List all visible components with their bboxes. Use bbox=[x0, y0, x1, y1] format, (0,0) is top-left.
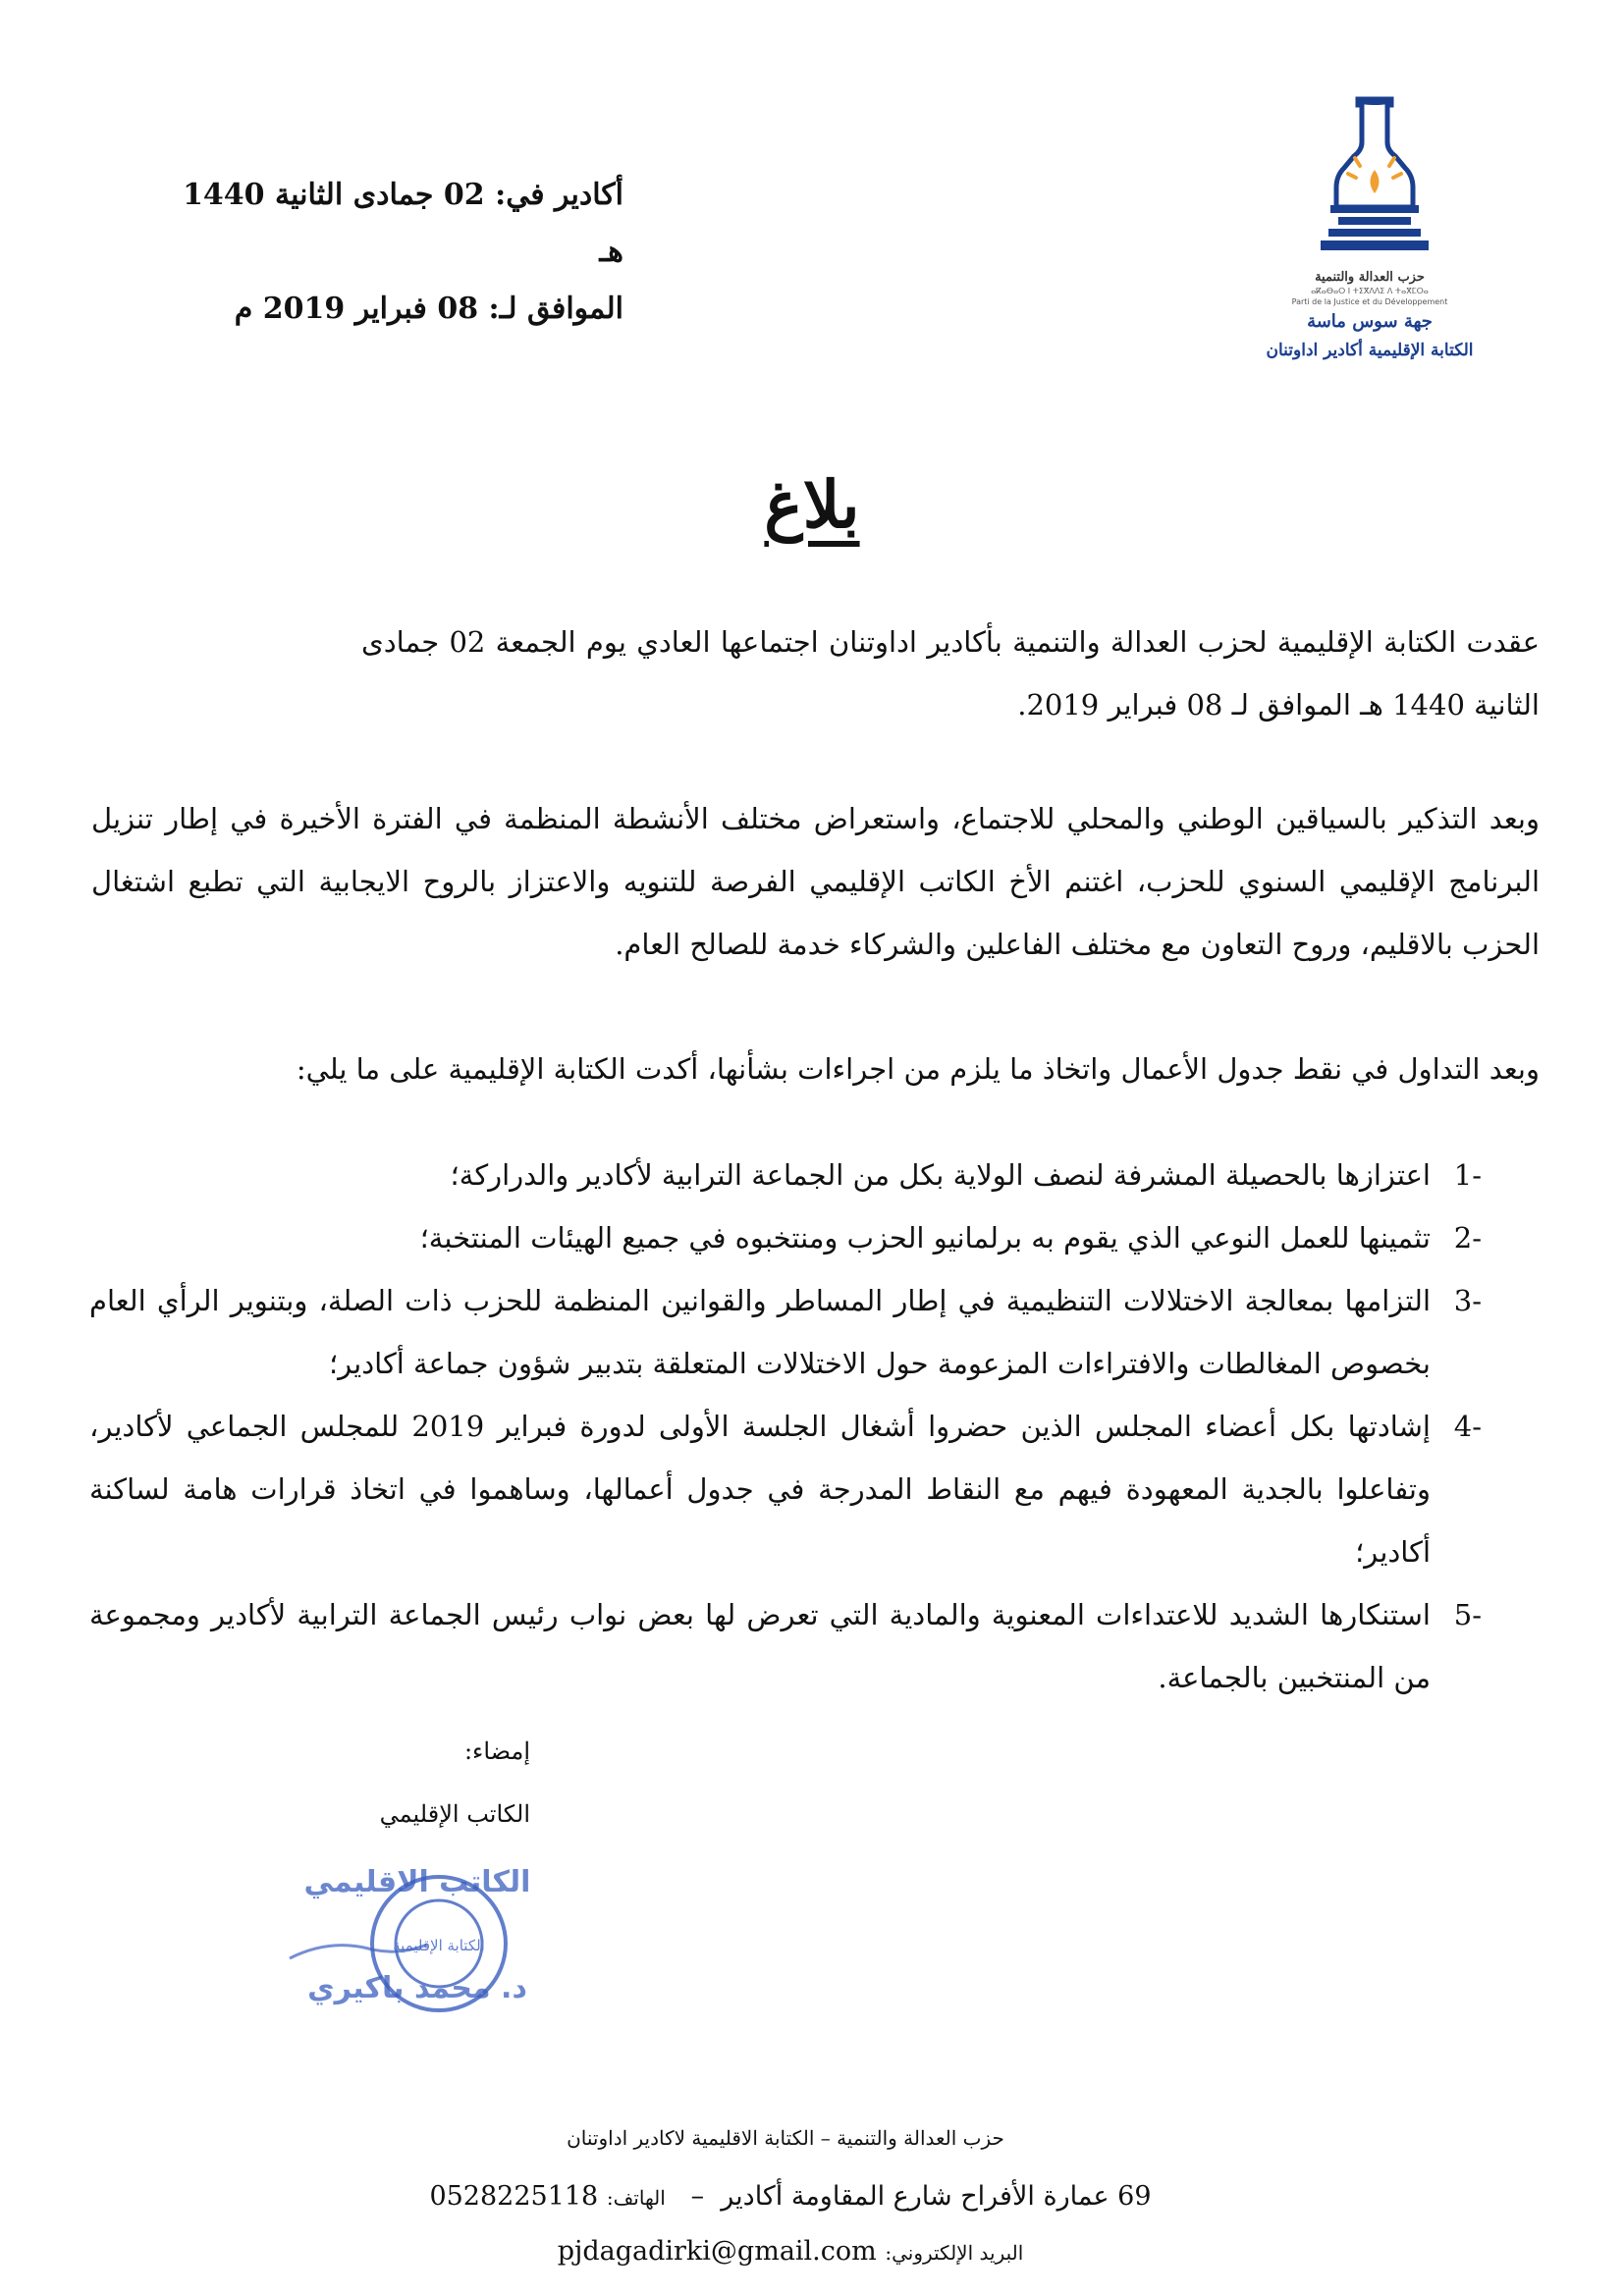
date-gregorian: الموافق لـ: 08 فبراير 2019 م bbox=[234, 292, 623, 326]
date-block bbox=[172, 167, 623, 338]
date-hijri: أكادير في: 02 جمادى الثانية 1440 هـ bbox=[183, 178, 623, 269]
footer-organization: حزب العدالة والتنمية – الكتابة الاقليمية لاكادير اداوتنان bbox=[567, 2126, 1004, 2150]
list-item bbox=[89, 1583, 1482, 1709]
seal-text: الكتابة الإقليمية bbox=[393, 1937, 485, 1954]
lamp-logo-icon bbox=[1311, 93, 1438, 265]
list-item-number: -1 bbox=[1453, 1158, 1482, 1192]
logo-party-name: حزب العدالة والتنمية bbox=[1315, 270, 1425, 285]
footer-email[interactable]: pjdagadirki@gmail.com bbox=[557, 2236, 877, 2267]
list-item bbox=[89, 1395, 1482, 1583]
list-item-number: -3 bbox=[1453, 1284, 1482, 1317]
list-item-text: اعتزازها بالحصيلة المشرفة لنصف الولاية بكل من الجماعة الترابية لأكادير والدراركة؛ bbox=[450, 1158, 1431, 1192]
list-item-number: -4 bbox=[1453, 1410, 1482, 1443]
list-item-text: التزامها بمعالجة الاختلالات التنظيمية في إطار المساطر والقوانين المنظمة للحزب ذات الصلة، وبتنوير الرأي العام بخصوص المغالطات والافتراءات المزعومة حول الاختلالات المتعلقة بتدبير شؤون جماعة أكادير؛ bbox=[89, 1284, 1431, 1380]
stamp-name: د. محمد باكيري bbox=[307, 1971, 527, 2005]
list-item bbox=[89, 1206, 1482, 1269]
list-item-text: تثمينها للعمل النوعي الذي يقوم به برلمانيو الحزب ومنتخبوه في جميع الهيئات المنتخبة؛ bbox=[419, 1221, 1431, 1255]
footer-phone: 0528225118 bbox=[429, 2181, 599, 2212]
list-item-text: استنكارها الشديد للاعتداءات المعنوية والمادية التي تعرض لها بعض نواب رئيس الجماعة الترابية لأكادير ومجموعة من المنتخبين بالجماعة. bbox=[89, 1598, 1431, 1694]
footer-email-label: البريد الإلكتروني: bbox=[885, 2241, 1024, 2265]
region-label: جهة سوس ماسة bbox=[1307, 311, 1433, 332]
list-item-number: -5 bbox=[1453, 1598, 1482, 1631]
logo-party-name-fr: Parti de la Justice et du Développement bbox=[1291, 297, 1448, 306]
secretariat-label: الكتابة الإقليمية أكادير اداوتنان bbox=[1266, 341, 1474, 360]
logo-party-name-tifinagh: ⴰⴽⴰⴱⴰⵔ ⵏ ⵜⵉⴳⴷⴷⵉ ⴷ ⵜⴰⴳⵎⵔⴰ bbox=[1311, 287, 1429, 295]
party-logo-block bbox=[1232, 93, 1507, 378]
footer-email-line bbox=[393, 2236, 1188, 2267]
decisions-list bbox=[89, 1144, 1482, 1709]
list-item-number: -2 bbox=[1453, 1221, 1482, 1255]
paragraph-deliberation: وبعد التداول في نقط جدول الأعمال واتخاذ ما يلزم من اجراءات بشأنها، أكدت الكتابة الإقليمية على ما يلي: bbox=[296, 1052, 1540, 1086]
paragraph-meeting: عقدت الكتابة الإقليمية لحزب العدالة والتنمية بأكادير اداوتنان اجتماعها العادي يوم الجمعة 02 جمادى الثانية 1440 هـ الموافق لـ 08 فبراير 2019. bbox=[361, 625, 1540, 721]
footer-phone-label: الهاتف: bbox=[606, 2186, 666, 2210]
footer-address: 69 عمارة الأفراح شارع المقاومة أكادير bbox=[721, 2181, 1152, 2212]
official-stamp bbox=[172, 1850, 565, 2037]
paragraph-context: وبعد التذكير بالسياقين الوطني والمحلي للاجتماع، واستعراض مختلف الأنشطة المنظمة في الفترة الأخيرة في إطار تنزيل البرنامج الإقليمي السنوي للحزب، اغتنم الأخ الكاتب الإقليمي الفرصة للتنويه والاعتزاز بالروح الايجابية التي تطبع اشتغال الحزب بالاقليم، وروح التعاون مع مختلف الفاعلين والشركاء خدمة للصالح العام. bbox=[91, 802, 1540, 961]
signature-label: إمضاء: bbox=[463, 1737, 530, 1765]
signatory-title: الكاتب الإقليمي bbox=[379, 1800, 530, 1828]
list-item bbox=[89, 1269, 1482, 1395]
list-item bbox=[89, 1144, 1482, 1206]
footer-contact-line: 69 عمارة الأفراح شارع المقاومة أكادير – الهاتف: 0528225118 bbox=[429, 2181, 1152, 2212]
document-title: بلاغ bbox=[764, 466, 860, 543]
stamp-title: الكاتب الاقليمي bbox=[303, 1865, 531, 1899]
list-item-text: إشادتها بكل أعضاء المجلس الذين حضروا أشغال الجلسة الأولى لدورة فبراير 2019 للمجلس الجماعي لأكادير، وتفاعلوا بالجدية المعهودة فيهم مع النقاط المدرجة في جدول أعمالها، وساهموا في اتخاذ قرارات هامة لساكنة أكادير؛ bbox=[89, 1410, 1431, 1569]
